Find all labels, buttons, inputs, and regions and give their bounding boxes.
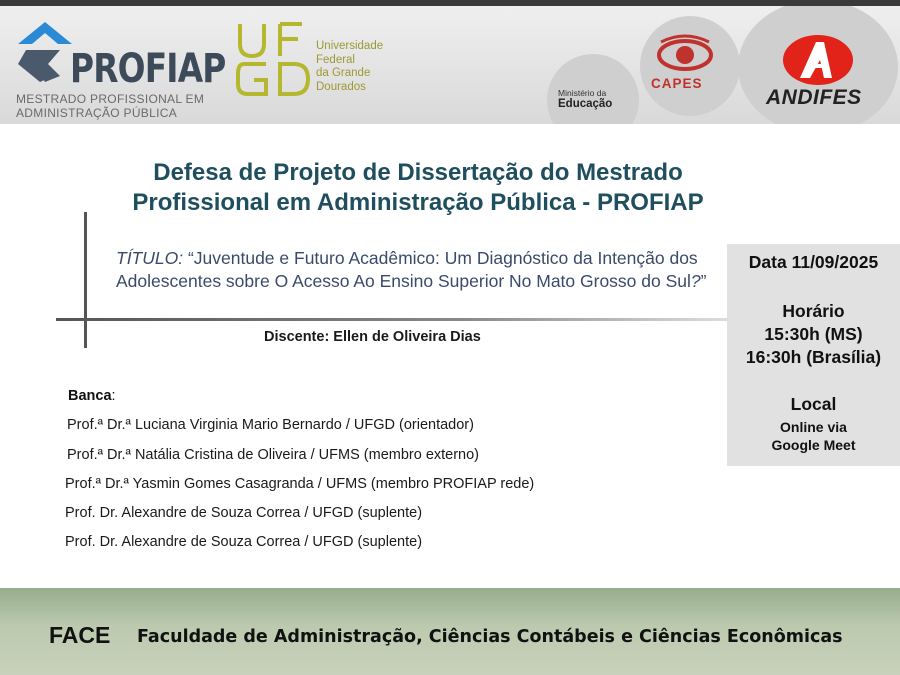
location-label: Local	[790, 394, 837, 414]
dissertation-title	[116, 247, 722, 293]
capes-eye-icon	[655, 34, 715, 76]
title-question-mark: ?	[690, 271, 701, 291]
defense-time	[727, 300, 900, 369]
ufgd-name-line: Dourados	[316, 80, 366, 93]
time-brasilia: 16:30h (Brasília)	[745, 347, 882, 367]
andifes-logo-icon	[782, 34, 854, 86]
profiap-logo-icon	[14, 20, 76, 84]
footer-acronym: FACE	[49, 622, 111, 648]
logo-header	[0, 6, 900, 124]
student-name: Discente: Ellen de Oliveira Dias	[264, 329, 481, 345]
title-label: TÍTULO:	[116, 248, 184, 268]
ministerio-logo	[558, 88, 612, 110]
location-line: Google Meet	[771, 437, 856, 453]
ufgd-name-line: da Grande	[316, 67, 371, 79]
andifes-wordmark: ANDIFES	[766, 86, 862, 109]
committee-label: Banca	[68, 388, 112, 404]
page-title-line: Profissional em Administração Pública - PROFIAP	[132, 189, 704, 216]
ufgd-logo-icon	[236, 22, 312, 96]
title-close-quote: ”	[700, 271, 707, 291]
committee-member: Prof.ª Dr.ª Yasmin Gomes Casagranda / UFMS (membro PROFIAP rede)	[65, 476, 535, 492]
profiap-subtitle-line: MESTRADO PROFISSIONAL EM	[16, 92, 205, 106]
location-line: Online via	[780, 419, 847, 435]
committee-colon: :	[111, 388, 116, 404]
footer-faculty-name: Faculdade de Administração, Ciências Contábeis e Ciências Econômicas	[137, 627, 843, 647]
profiap-subtitle-line: ADMINISTRAÇÃO PÚBLICA	[16, 106, 177, 120]
ufgd-name-line: Universidade	[316, 40, 384, 52]
title-text: “Juventude e Futuro Acadêmico: Um Diagnóstico da Intenção dos Adolescentes sobre O Acesso Ao Ensino Superior No Mato Grosso do Sul	[116, 248, 698, 291]
schedule-box	[727, 244, 900, 466]
time-label: Horário	[782, 301, 845, 321]
ufgd-name-line: Federal	[316, 53, 355, 66]
horizontal-divider	[56, 318, 728, 321]
ministerio-line: Educação	[558, 98, 613, 110]
profiap-subtitle	[16, 92, 204, 120]
capes-wordmark: CAPES	[651, 76, 703, 91]
defense-date: Data 11/09/2025	[748, 252, 879, 272]
committee-member: Prof.ª Dr.ª Luciana Virginia Mario Bernardo / UFGD (orientador)	[67, 417, 474, 433]
location-value	[727, 418, 900, 454]
time-ms: 15:30h (MS)	[764, 324, 863, 344]
ministerio-line: Ministério da	[558, 88, 607, 98]
profiap-wordmark: PROFIAP	[70, 46, 226, 92]
page-title	[90, 158, 746, 218]
page-title-line: Defesa de Projeto de Dissertação do Mestrado	[153, 159, 683, 186]
ufgd-name	[316, 40, 383, 94]
committee-member: Prof. Dr. Alexandre de Souza Correa / UFGD (suplente)	[65, 505, 423, 521]
committee-member: Prof. Dr. Alexandre de Souza Correa / UFGD (suplente)	[65, 534, 423, 550]
committee-heading	[68, 388, 116, 404]
vertical-divider	[84, 212, 87, 348]
footer-banner	[0, 588, 900, 675]
committee-member: Prof.ª Dr.ª Natália Cristina de Oliveira / UFMS (membro externo)	[67, 447, 480, 463]
